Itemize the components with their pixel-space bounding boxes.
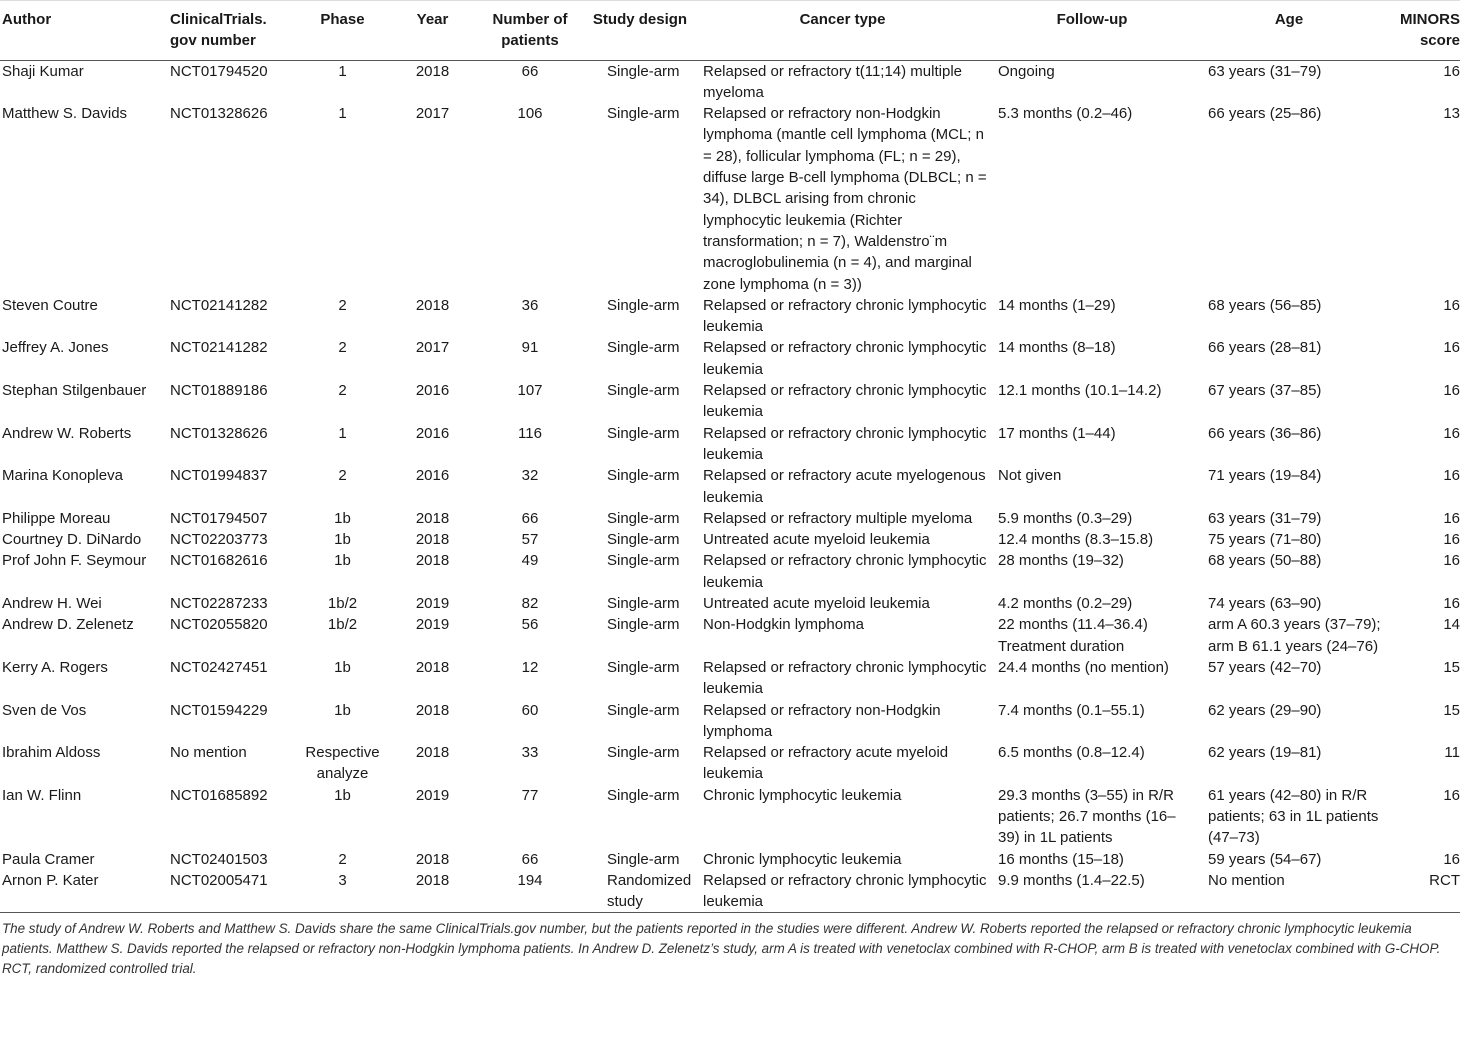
- cell-year: 2018: [415, 509, 450, 527]
- table-row: [0, 103, 1460, 295]
- cell-age: 66 years (25–86): [1208, 105, 1322, 123]
- cell-age: 63 years (31–79): [1208, 509, 1322, 527]
- cell-phase: 1b: [334, 701, 351, 719]
- cell-phase: 1b: [334, 658, 351, 676]
- cell-followup: 12.4 months (8.3–15.8): [998, 531, 1154, 549]
- cell-cancer-type: Untreated acute myeloid leukemia: [703, 595, 930, 613]
- cell-phase: 2: [338, 339, 347, 357]
- cell-age: arm A 60.3 years (37–79); arm B 61.1 years (24–76): [1208, 616, 1381, 655]
- table-row: [0, 295, 1460, 338]
- cell-year: 2018: [415, 850, 450, 868]
- cell-patients: 56: [521, 616, 539, 634]
- cell-age: 66 years (36–86): [1208, 424, 1322, 442]
- cell-year: 2018: [415, 62, 450, 80]
- header-phase: Phase: [295, 1, 390, 61]
- cell-minors: 16: [1443, 382, 1460, 400]
- cell-age: 63 years (31–79): [1208, 62, 1322, 80]
- cell-phase: 1b: [334, 786, 351, 804]
- cell-minors: 14: [1443, 616, 1460, 634]
- cell-cancer-type: Relapsed or refractory chronic lymphocytic leukemia: [703, 339, 987, 378]
- cell-phase: 2: [338, 382, 347, 400]
- cell-phase: 2: [338, 296, 347, 314]
- cell-patients: 49: [521, 552, 539, 570]
- cell-nct: NCT02005471: [170, 870, 295, 913]
- cell-author: Philippe Moreau: [2, 509, 111, 527]
- cell-design: Single-arm: [607, 296, 680, 314]
- cell-minors: 11: [1444, 744, 1460, 762]
- cell-design: Single-arm: [607, 744, 680, 762]
- cell-age: 66 years (28–81): [1208, 339, 1322, 357]
- header-patients: Number of patients: [475, 1, 585, 61]
- cell-author: Kerry A. Rogers: [2, 658, 108, 676]
- cell-design: Single-arm: [607, 701, 680, 719]
- table-row: [0, 508, 1460, 529]
- cell-nct: NCT02427451: [170, 658, 268, 676]
- cell-minors: 16: [1443, 296, 1460, 314]
- cell-nct: NCT01594229: [170, 701, 268, 719]
- cell-nct: NCT01682616: [170, 552, 268, 570]
- table-row: [0, 60, 1460, 103]
- cell-cancer-type: Chronic lymphocytic leukemia: [703, 786, 902, 804]
- cell-year: 2016: [415, 467, 450, 485]
- cell-age: 68 years (56–85): [1208, 296, 1322, 314]
- table-row: [0, 380, 1460, 423]
- cell-cancer-type: Relapsed or refractory non-Hodgkin lymphoma (mantle cell lymphoma (MCL; n = 28), follicular lymphoma (FL; n = 29), diffuse large B-cell lymphoma (DLBCL; n = 34), DLBCL arising from chronic lymphocytic leukemia (Richter transformation; n = 7), Waldenstro¨m macroglobulinemia (n = 4), and marginal zone lymphoma (n = 3)): [703, 105, 987, 293]
- header-age: Age: [1194, 1, 1384, 61]
- cell-phase: 1b/2: [327, 616, 358, 634]
- header-minors: MINORS score: [1384, 1, 1460, 61]
- cell-author: Paula Cramer: [2, 850, 95, 868]
- cell-year: 2019: [415, 616, 450, 634]
- table-row: [0, 423, 1460, 466]
- cell-year: 2017: [415, 339, 450, 357]
- table-row: [0, 700, 1460, 743]
- cell-minors: 16: [1443, 531, 1460, 549]
- cell-patients: 116: [518, 424, 542, 442]
- cell-cancer-type: Relapsed or refractory t(11;14) multiple myeloma: [703, 62, 962, 101]
- table-row: [0, 529, 1460, 550]
- cell-age: 62 years (19–81): [1208, 744, 1322, 762]
- cell-followup: 24.4 months (no mention): [998, 658, 1169, 676]
- cell-followup: Ongoing: [998, 62, 1055, 80]
- table-row: [0, 614, 1460, 657]
- cell-phase: 2: [338, 467, 347, 485]
- cell-phase: 1: [338, 105, 347, 123]
- cell-nct: NCT02287233: [170, 595, 268, 613]
- cell-design: Single-arm: [607, 339, 680, 357]
- cell-nct: NCT02401503: [170, 850, 268, 868]
- cell-nct: NCT01889186: [170, 382, 268, 400]
- cell-year: 2018: [415, 552, 450, 570]
- cell-design: Single-arm: [607, 424, 680, 442]
- cell-phase: 1b: [334, 509, 351, 527]
- cell-nct: No mention: [170, 744, 247, 762]
- table-row: [0, 593, 1460, 614]
- cell-phase: 2: [338, 850, 347, 868]
- cell-nct: NCT01328626: [170, 424, 268, 442]
- cell-followup: 14 months (1–29): [998, 296, 1116, 314]
- cell-minors: 15: [1443, 701, 1460, 719]
- cell-year: 2018: [415, 744, 450, 762]
- cell-nct: NCT02141282: [170, 296, 268, 314]
- cell-year: 2018: [415, 701, 450, 719]
- cell-year: 2016: [415, 424, 450, 442]
- cell-design: Single-arm: [607, 531, 680, 549]
- cell-author: Courtney D. DiNardo: [2, 531, 142, 549]
- cell-phase: 1b: [334, 552, 351, 570]
- cell-patients: 12: [521, 658, 539, 676]
- table-row: [0, 742, 1460, 785]
- cell-cancer-type: Non-Hodgkin lymphoma: [703, 616, 864, 634]
- cell-design: Single-arm: [607, 105, 680, 123]
- cell-author: Andrew D. Zelenetz: [2, 616, 134, 634]
- cell-year: 2018: [415, 296, 450, 314]
- cell-author: Steven Coutre: [2, 296, 98, 314]
- cell-design: Single-arm: [607, 382, 680, 400]
- cell-minors: 16: [1443, 509, 1460, 527]
- cell-cancer-type: Relapsed or refractory acute myelogenous leukemia: [703, 467, 986, 506]
- table-row: [0, 337, 1460, 380]
- cell-patients: 60: [521, 701, 539, 719]
- cell-patients: 77: [521, 786, 539, 804]
- header-year: Year: [390, 1, 475, 61]
- cell-patients: 32: [521, 467, 539, 485]
- header-row: [0, 1, 1460, 61]
- cell-design: Randomized study: [585, 870, 695, 913]
- cell-age: 57 years (42–70): [1208, 658, 1322, 676]
- cell-minors: 16: [1443, 786, 1460, 804]
- cell-age: 62 years (29–90): [1208, 701, 1322, 719]
- cell-design: Single-arm: [607, 786, 680, 804]
- cell-patients: 66: [521, 509, 539, 527]
- cell-patients: 82: [521, 595, 539, 613]
- cell-age: 68 years (50–88): [1208, 552, 1322, 570]
- cell-design: Single-arm: [607, 595, 680, 613]
- cell-patients: 57: [521, 531, 539, 549]
- table-row: [0, 657, 1460, 700]
- cell-minors: 15: [1443, 658, 1460, 676]
- cell-nct: NCT01328626: [170, 105, 268, 123]
- cell-minors: 16: [1443, 62, 1460, 80]
- cell-cancer-type: Relapsed or refractory chronic lymphocytic leukemia: [703, 296, 987, 336]
- cell-cancer-type: Relapsed or refractory chronic lymphocytic leukemia: [703, 552, 987, 591]
- table-row: [0, 870, 1460, 913]
- cell-cancer-type: Chronic lymphocytic leukemia: [703, 850, 902, 868]
- cell-nct: NCT02141282: [170, 339, 268, 357]
- cell-author: Jeffrey A. Jones: [2, 339, 109, 357]
- cell-phase: 1b/2: [327, 595, 358, 613]
- cell-followup: 12.1 months (10.1–14.2): [998, 382, 1162, 400]
- table-row: [0, 550, 1460, 593]
- cell-author: Andrew H. Wei: [2, 595, 102, 613]
- header-author: Author: [0, 1, 170, 61]
- cell-design: Single-arm: [607, 62, 680, 80]
- cell-author: Ibrahim Aldoss: [2, 744, 101, 762]
- cell-age: 59 years (54–67): [1208, 850, 1322, 868]
- cell-phase: Respective analyze: [305, 744, 380, 783]
- cell-nct: NCT01794507: [170, 509, 268, 527]
- cell-minors: RCT: [1384, 870, 1460, 913]
- cell-minors: 16: [1443, 339, 1460, 357]
- cell-minors: 16: [1443, 595, 1460, 613]
- table-row: [0, 785, 1460, 849]
- cell-year: 2017: [415, 105, 450, 123]
- cell-patients: 36: [521, 296, 539, 314]
- cell-author: Shaji Kumar: [2, 62, 84, 80]
- cell-year: 2019: [415, 595, 450, 613]
- cell-cancer-type: Untreated acute myeloid leukemia: [703, 531, 930, 549]
- cell-nct: NCT02203773: [170, 531, 268, 549]
- cell-author: Andrew W. Roberts: [2, 424, 132, 442]
- cell-nct: NCT01994837: [170, 467, 268, 485]
- cell-cancer-type: Relapsed or refractory chronic lymphocytic leukemia: [703, 424, 987, 463]
- header-followup: Follow-up: [990, 1, 1194, 61]
- cell-followup: 14 months (8–18): [998, 339, 1116, 357]
- cell-patients: 194: [475, 870, 585, 913]
- cell-cancer-type: Relapsed or refractory acute myeloid leukemia: [703, 744, 949, 783]
- cell-followup: 7.4 months (0.1–55.1): [998, 701, 1145, 719]
- cell-cancer-type: Relapsed or refractory chronic lymphocytic leukemia: [703, 658, 987, 698]
- cell-year: 2018: [415, 531, 450, 549]
- table-row: [0, 465, 1460, 508]
- cell-followup: 5.9 months (0.3–29): [998, 509, 1133, 527]
- cell-author: Marina Konopleva: [2, 467, 123, 485]
- cell-author: Matthew S. Davids: [2, 105, 128, 123]
- cell-followup: 22 months (11.4–36.4) Treatment duration: [998, 616, 1148, 655]
- cell-cancer-type: Relapsed or refractory chronic lymphocytic leukemia: [703, 382, 987, 421]
- cell-phase: 3: [295, 870, 390, 913]
- cell-age: No mention: [1194, 870, 1384, 913]
- cell-year: 2019: [415, 786, 450, 804]
- cell-author: Sven de Vos: [2, 701, 87, 719]
- cell-nct: NCT01685892: [170, 786, 268, 804]
- cell-cancer-type: Relapsed or refractory chronic lymphocytic leukemia: [695, 870, 990, 913]
- cell-design: Single-arm: [607, 658, 680, 676]
- cell-design: Single-arm: [607, 850, 680, 868]
- cell-patients: 107: [517, 382, 543, 400]
- cell-age: 67 years (37–85): [1208, 382, 1322, 400]
- cell-minors: 13: [1443, 105, 1460, 123]
- cell-phase: 1: [338, 62, 347, 80]
- cell-year: 2018: [390, 870, 475, 913]
- cell-design: Single-arm: [607, 509, 680, 527]
- cell-followup: 28 months (19–32): [998, 552, 1124, 570]
- cell-patients: 91: [521, 339, 539, 357]
- cell-minors: 16: [1443, 552, 1460, 570]
- cell-age: 61 years (42–80) in R/R patients; 63 in 1L patients (47–73): [1208, 786, 1379, 847]
- cell-design: Single-arm: [607, 616, 680, 634]
- cell-followup: 9.9 months (1.4–22.5): [990, 870, 1194, 913]
- cell-patients: 106: [517, 105, 543, 123]
- cell-age: 71 years (19–84): [1208, 467, 1322, 485]
- cell-design: Single-arm: [607, 467, 680, 485]
- table-row: [0, 849, 1460, 870]
- table-footnote: The study of Andrew W. Roberts and Matthew S. Davids share the same ClinicalTrials.gov number, but the patients reported in the studies were different. Andrew W. Roberts reported the relapsed or refractory chronic lymphocytic leukemia patients. Matthew S. Davids reported the relapsed or refractory non-Hodgkin lymphoma patients. In Andrew D. Zelenetz’s study, arm A is treated with venetoclax combined with R-CHOP, arm B is treated with venetoclax combined with G-CHOP. RCT, randomized controlled trial.: [2, 921, 1441, 977]
- cell-phase: 1: [338, 424, 347, 442]
- cell-year: 2016: [415, 382, 450, 400]
- cell-age: 75 years (71–80): [1208, 531, 1322, 549]
- cell-minors: 16: [1443, 850, 1460, 868]
- cell-design: Single-arm: [607, 552, 680, 570]
- cell-followup: 29.3 months (3–55) in R/R patients; 26.7 months (16–39) in 1L patients: [998, 786, 1176, 847]
- cell-followup: Not given: [998, 467, 1062, 485]
- header-design: Study design: [585, 1, 695, 61]
- cell-nct: NCT01794520: [170, 62, 268, 80]
- cell-cancer-type: Relapsed or refractory multiple myeloma: [703, 509, 973, 527]
- header-cancer: Cancer type: [695, 1, 990, 61]
- cell-author: Stephan Stilgenbauer: [2, 382, 147, 400]
- cell-followup: 5.3 months (0.2–46): [998, 105, 1133, 123]
- cell-author: Ian W. Flinn: [2, 786, 82, 804]
- cell-followup: 6.5 months (0.8–12.4): [998, 744, 1145, 762]
- cell-nct: NCT02055820: [170, 616, 268, 634]
- cell-followup: 16 months (15–18): [998, 850, 1124, 868]
- cell-year: 2018: [415, 658, 450, 676]
- cell-followup: 4.2 months (0.2–29): [998, 595, 1133, 613]
- cell-followup: 17 months (1–44): [998, 424, 1116, 442]
- header-nct: ClinicalTrials. gov number: [170, 1, 295, 61]
- cell-minors: 16: [1443, 424, 1460, 442]
- cell-patients: 66: [521, 62, 539, 80]
- cell-minors: 16: [1443, 467, 1460, 485]
- cell-patients: 66: [521, 850, 539, 868]
- cell-author: Prof John F. Seymour: [2, 552, 147, 570]
- cell-author: Arnon P. Kater: [0, 870, 170, 913]
- cell-age: 74 years (63–90): [1208, 595, 1322, 613]
- table-body: [0, 60, 1460, 913]
- cell-cancer-type: Relapsed or refractory non-Hodgkin lymphoma: [703, 701, 941, 740]
- cell-patients: 33: [521, 744, 539, 762]
- cell-phase: 1b: [334, 531, 351, 549]
